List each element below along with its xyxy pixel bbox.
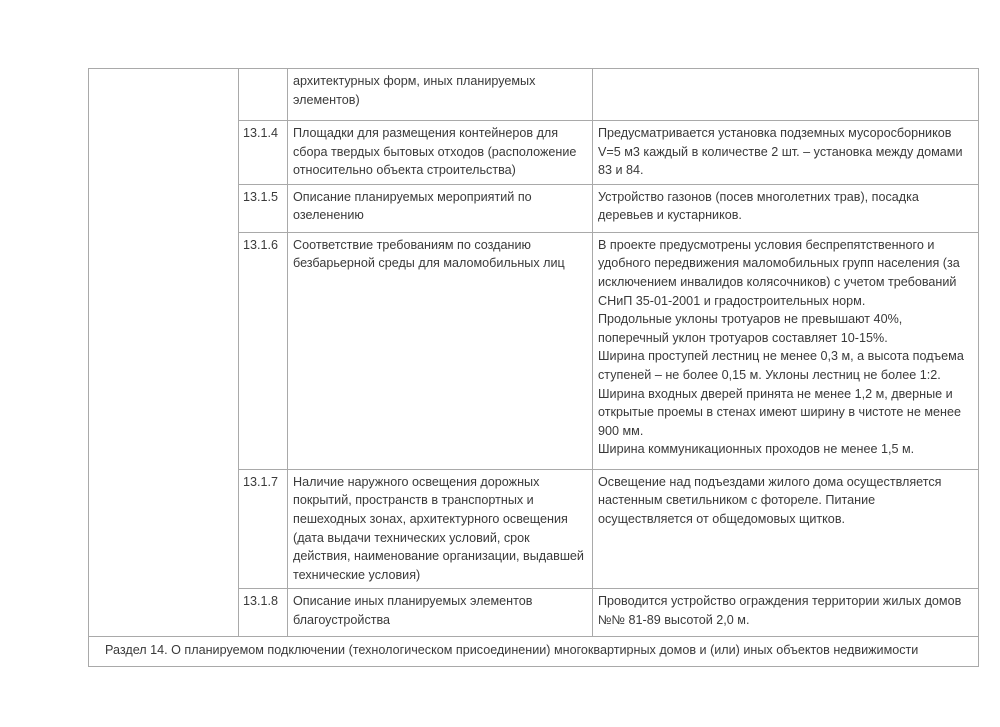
item-number: 13.1.6: [239, 232, 288, 469]
item-number: 13.1.7: [239, 469, 288, 589]
item-value: [593, 121, 979, 185]
item-value: [593, 469, 979, 589]
value-paragraph: Ширина входных дверей принята не менее 1,2 м, дверные и открытые проемы в стенах имеют ширину в чистоте не менее 900 мм.: [598, 386, 962, 438]
table-row: [89, 69, 979, 121]
document-table: [88, 68, 979, 667]
item-label: Площадки для размещения контейнеров для сбора твердых бытовых отходов (расположение относительно объекта строительства): [288, 121, 593, 185]
item-value: [593, 589, 979, 637]
section-column-cell: [89, 69, 239, 637]
item-number: 13.1.5: [239, 184, 288, 232]
value-paragraph: В проекте предусмотрены условия беспрепятственного и удобного передвижения маломобильных групп населения (за исключением инвалидов колясочников) с учетом требований СНиП 35-01-2001 и градостроительных норм.: [598, 237, 960, 308]
value-paragraph: Устройство газонов (посев многолетних трав), посадка деревьев и кустарников.: [598, 189, 919, 223]
item-label: Описание иных планируемых элементов благоустройства: [288, 589, 593, 637]
item-label: Соответствие требованиям по созданию безбарьерной среды для маломобильных лиц: [288, 232, 593, 469]
item-label: архитектурных форм, иных планируемых элементов): [288, 69, 593, 121]
section-14-row: [89, 637, 979, 667]
item-value: [593, 232, 979, 469]
value-paragraph: Проводится устройство ограждения территории жилых домов №№ 81-89 высотой 2,0 м.: [598, 594, 962, 627]
value-paragraph: Предусматривается установка подземных мусоросборников V=5 м3 каждый в количестве 2 шт. – установка между домами 83 и 84.: [598, 126, 963, 178]
item-number: 13.1.4: [239, 121, 288, 185]
value-paragraph: Продольные уклоны тротуаров не превышают 40%, поперечный уклон тротуаров составляет 10-15%.: [598, 312, 903, 345]
item-label: Описание планируемых мероприятий по озеленению: [288, 184, 593, 232]
value-paragraph: Ширина коммуникационных проходов не менее 1,5 м.: [598, 442, 915, 457]
value-paragraph: Ширина проступей лестниц не менее 0,3 м, а высота подъема ступеней – не более 0,15 м. Уклоны лестниц не более 1:2.: [598, 349, 964, 382]
item-value: [593, 184, 979, 232]
section-14-heading: Раздел 14. О планируемом подключении (технологическом присоединении) многоквартирных домов и (или) иных объектов недвижимости: [89, 637, 979, 667]
item-number: 13.1.8: [239, 589, 288, 637]
item-number: [239, 69, 288, 121]
item-label: Наличие наружного освещения дорожных покрытий, пространств в транспортных и пешеходных зонах, архитектурного освещения (дата выдачи технических условий, срок действия, наименование организации, выдавшей технические условия): [288, 469, 593, 589]
value-paragraph: Освещение над подъездами жилого дома осуществляется настенным светильником с фотореле. Питание осуществляется от общедомовых щитков.: [598, 474, 942, 526]
item-value: [593, 69, 979, 121]
